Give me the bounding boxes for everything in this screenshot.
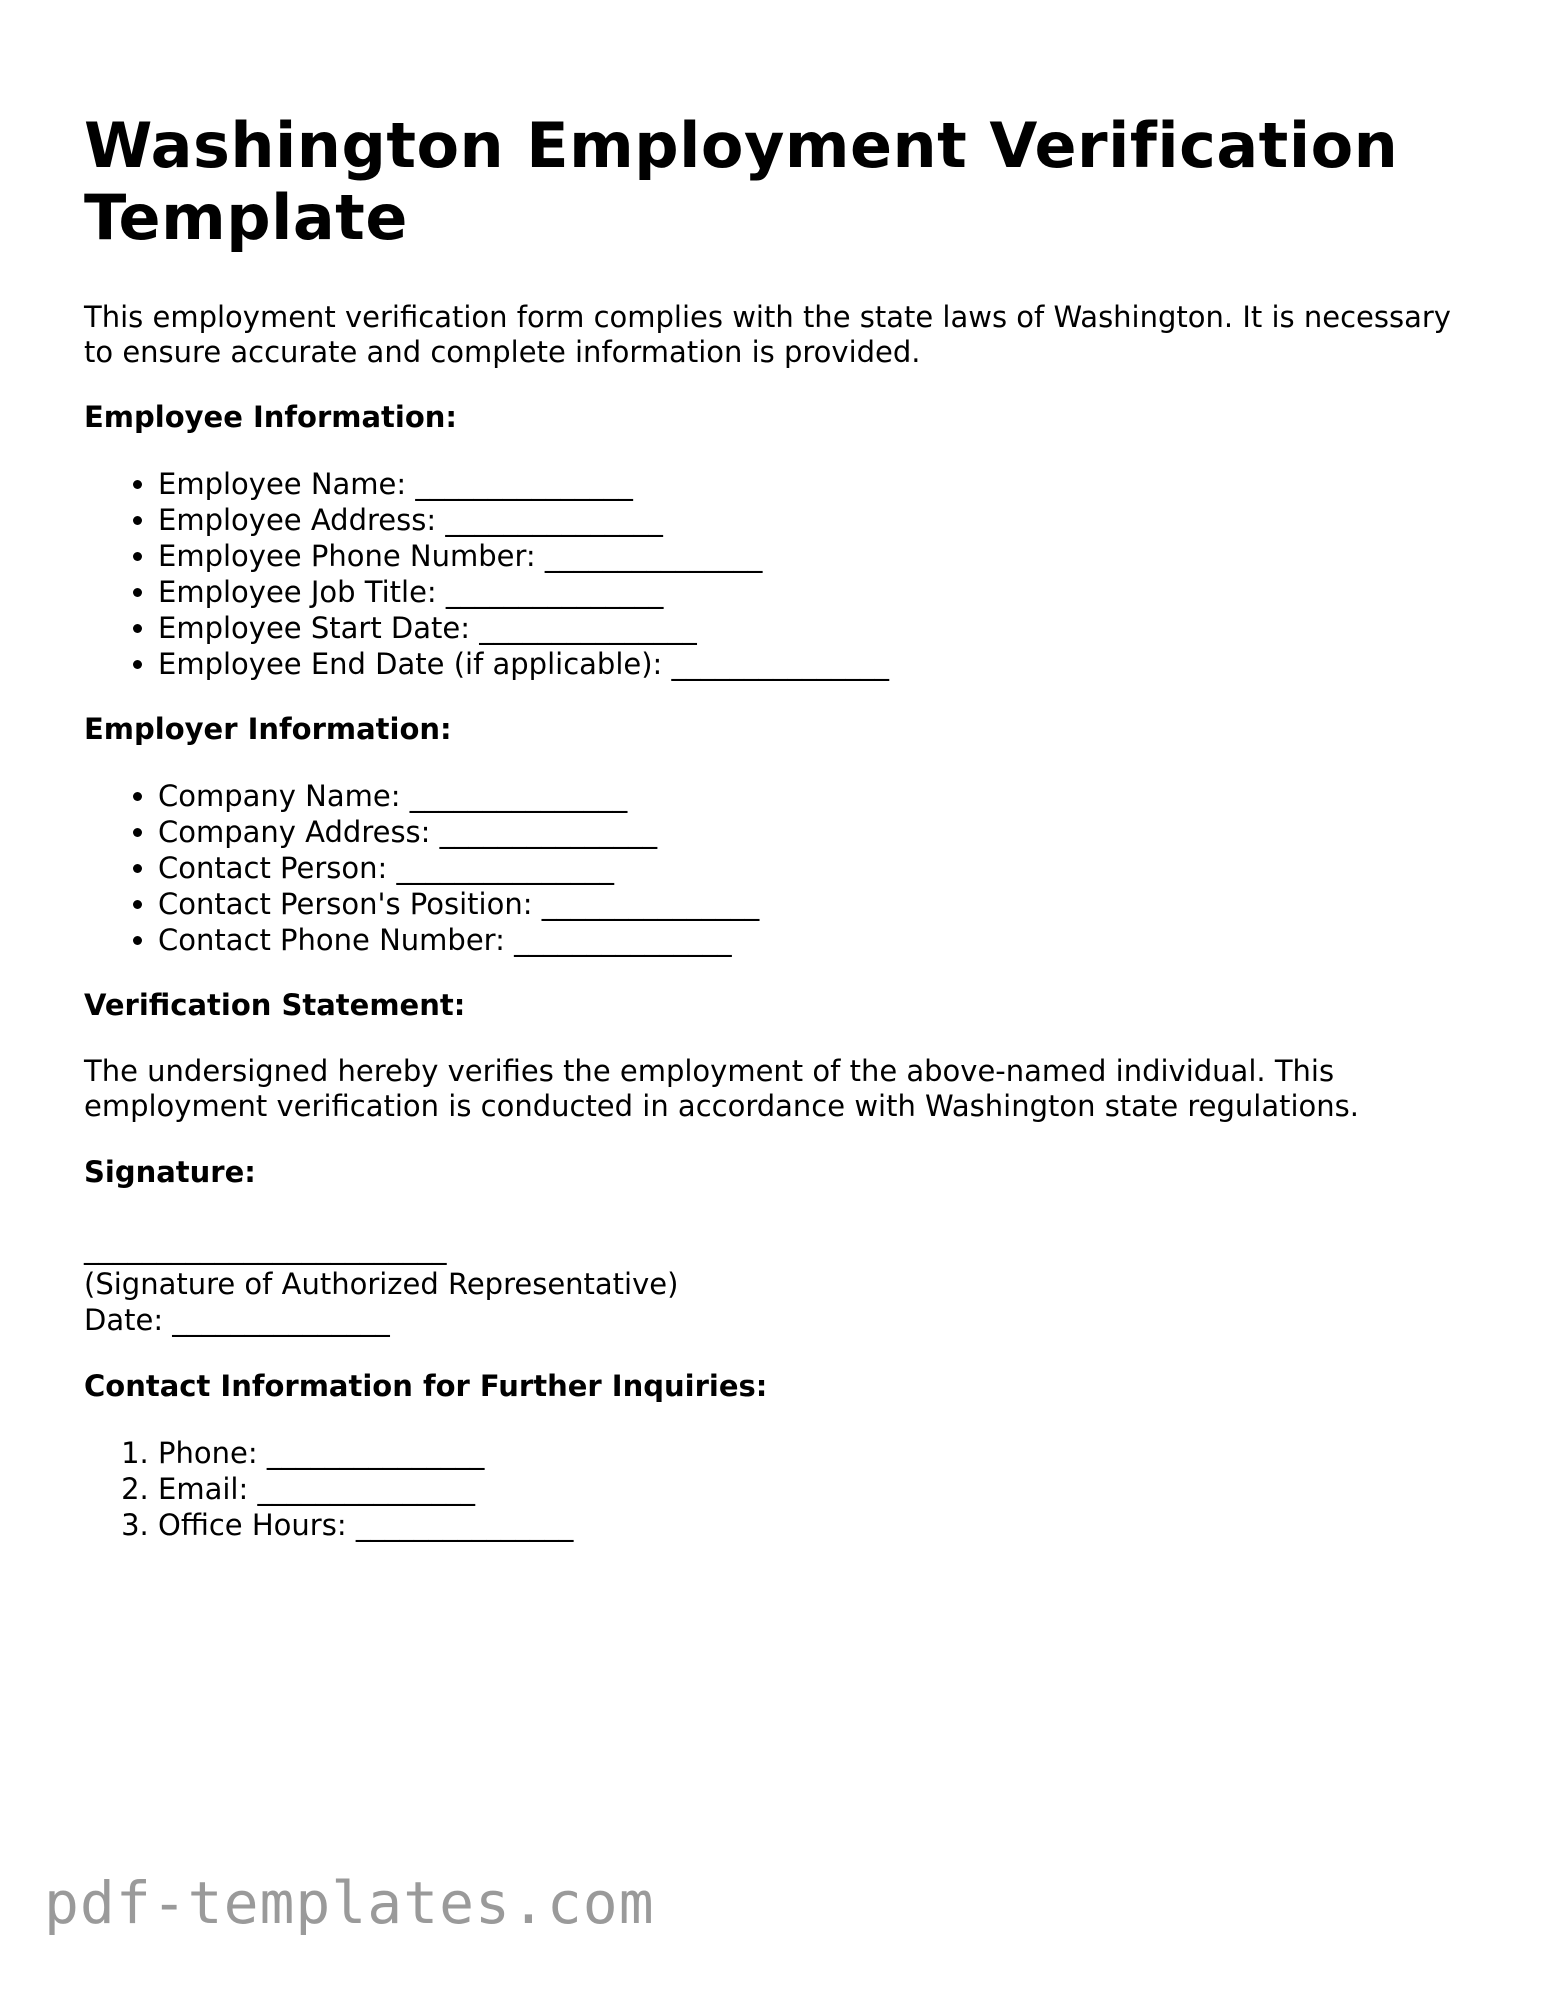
signature-section-heading: Signature: (84, 1155, 256, 1189)
document-page (84, 110, 1464, 1573)
contact-phone-entry: 1. Phone: _______________ (158, 1435, 1464, 1471)
employer-section-heading: Employer Information: (84, 712, 452, 746)
watermark: pdf-templates.com (44, 1869, 655, 1937)
contact-person-item: • Contact Person: _______________ (158, 850, 1464, 886)
signature-line: _________________________ (84, 1231, 447, 1265)
contact-phone-item: • Contact Phone Number: _______________ (158, 922, 1464, 958)
employee-phone-item: • Employee Phone Number: _______________ (158, 538, 1464, 574)
intro-paragraph: This employment verification form complies with the state laws of Washington. It is necessary to ensure accurate and complete information is provided. (84, 300, 1451, 369)
employee-start-date-item: • Employee Start Date: _______________ (158, 610, 1464, 646)
employee-job-title-item: • Employee Job Title: _______________ (158, 574, 1464, 610)
company-address-item: • Company Address: _______________ (158, 814, 1464, 850)
employee-name-item: • Employee Name: _______________ (158, 466, 1464, 502)
company-name-item: • Company Name: _______________ (158, 778, 1464, 814)
contact-info-list (84, 1435, 1464, 1543)
document-title: Washington Employment Verification Template (84, 109, 1399, 254)
employee-end-date-item: • Employee End Date (if applicable): _______________ (158, 646, 1464, 682)
employee-section-heading: Employee Information: (84, 400, 458, 434)
employer-info-list (84, 778, 1464, 958)
employee-info-list (84, 466, 1464, 682)
contact-section-heading: Contact Information for Further Inquiries: (84, 1369, 768, 1403)
contact-position-item: • Contact Person's Position: _______________ (158, 886, 1464, 922)
signature-date: Date: _______________ (84, 1303, 390, 1337)
contact-office-hours-entry: 3. Office Hours: _______________ (158, 1507, 1464, 1543)
employee-address-item: • Employee Address: _______________ (158, 502, 1464, 538)
signature-caption: (Signature of Authorized Representative) (84, 1267, 679, 1301)
signature-block (84, 1230, 1464, 1338)
verification-section-heading: Verification Statement: (84, 988, 466, 1022)
verification-statement: The undersigned hereby verifies the employment of the above-named individual. This employment verification is conducted in accordance with Washington state regulations. (84, 1054, 1359, 1123)
contact-email-entry: 2. Email: _______________ (158, 1471, 1464, 1507)
